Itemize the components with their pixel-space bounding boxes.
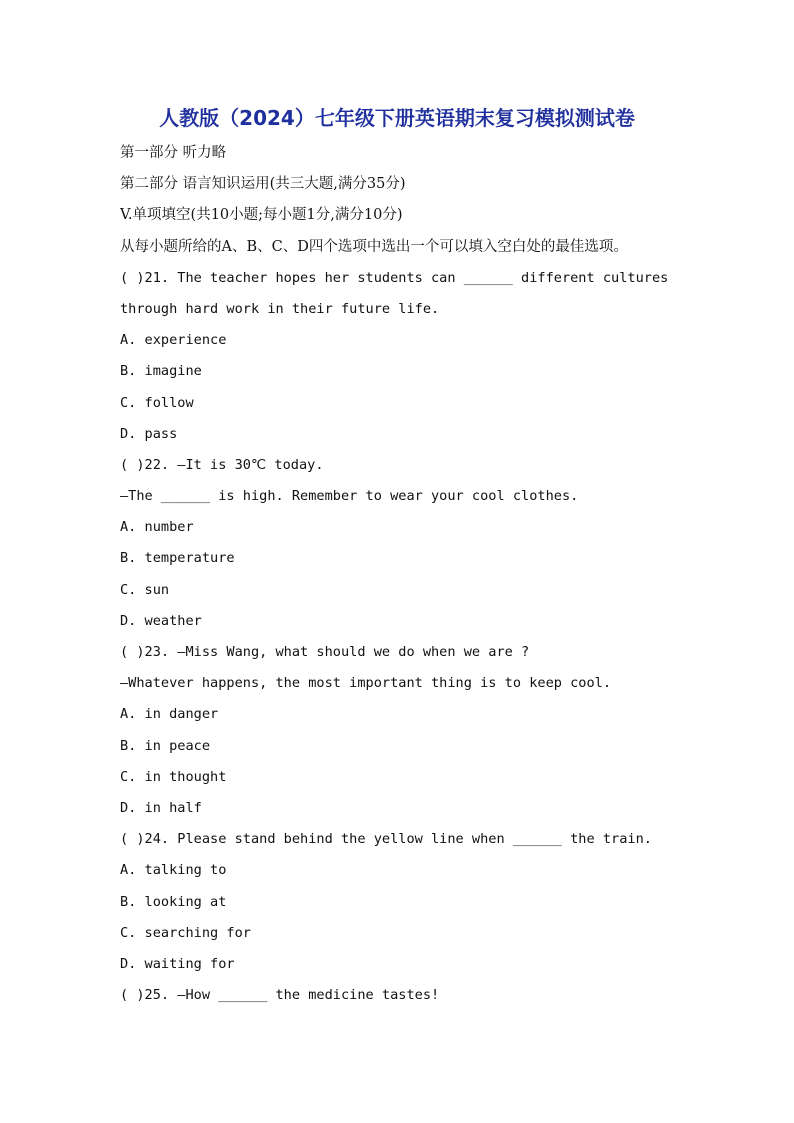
option-d: D. in half (120, 799, 202, 816)
question-stem-continued: —The ______ is high. Remember to wear your cool clothes. (120, 488, 579, 505)
question-stem: ( )24. Please stand behind the yellow line when ______ the train. (120, 831, 652, 848)
option-d: D. pass (120, 425, 178, 442)
option-b: B. in peace (120, 737, 211, 754)
question-22 (120, 450, 740, 637)
question-23 (120, 637, 740, 824)
question-stem: ( )25. —How ______ the medicine tastes! (120, 987, 440, 1004)
question-stem-continued: —Whatever happens, the most important thing is to keep cool. (120, 675, 612, 692)
option-c: C. follow (120, 394, 194, 411)
option-b: B. imagine (120, 363, 202, 380)
option-b: B. looking at (120, 893, 227, 910)
question-25 (120, 980, 740, 1011)
question-stem-continued: through hard work in their future life. (120, 300, 440, 317)
option-c: C. sun (120, 581, 170, 598)
option-d: D. waiting for (120, 955, 235, 972)
section-instruction: 从每小题所给的A、B、C、D四个选项中选出一个可以填入空白处的最佳选项。 (120, 238, 628, 255)
question-stem: ( )22. —It is 30℃ today. (120, 456, 324, 473)
option-c: C. searching for (120, 924, 251, 941)
question-21 (120, 263, 740, 450)
question-stem: ( )21. The teacher hopes her students can ______ different cultures (120, 269, 669, 286)
option-c: C. in thought (120, 768, 227, 785)
document-title: 人教版（2024）七年级下册英语期末复习模拟测试卷 (159, 106, 635, 130)
part-two-heading: 第二部分 语言知识运用(共三大题,满分35分) (120, 176, 406, 193)
option-a: A. number (120, 519, 194, 536)
option-a: A. talking to (120, 862, 227, 879)
question-stem: ( )23. —Miss Wang, what should we do when we are ? (120, 644, 530, 660)
section-five-heading: V.单项填空(共10小题;每小题1分,满分10分) (120, 207, 403, 224)
question-24 (120, 824, 740, 980)
option-d: D. weather (120, 612, 202, 629)
part-one-heading: 第一部分 听力略 (120, 145, 227, 161)
option-b: B. temperature (120, 550, 235, 567)
option-a: A. in danger (120, 706, 219, 723)
document-body (120, 138, 740, 1011)
option-a: A. experience (120, 332, 227, 349)
